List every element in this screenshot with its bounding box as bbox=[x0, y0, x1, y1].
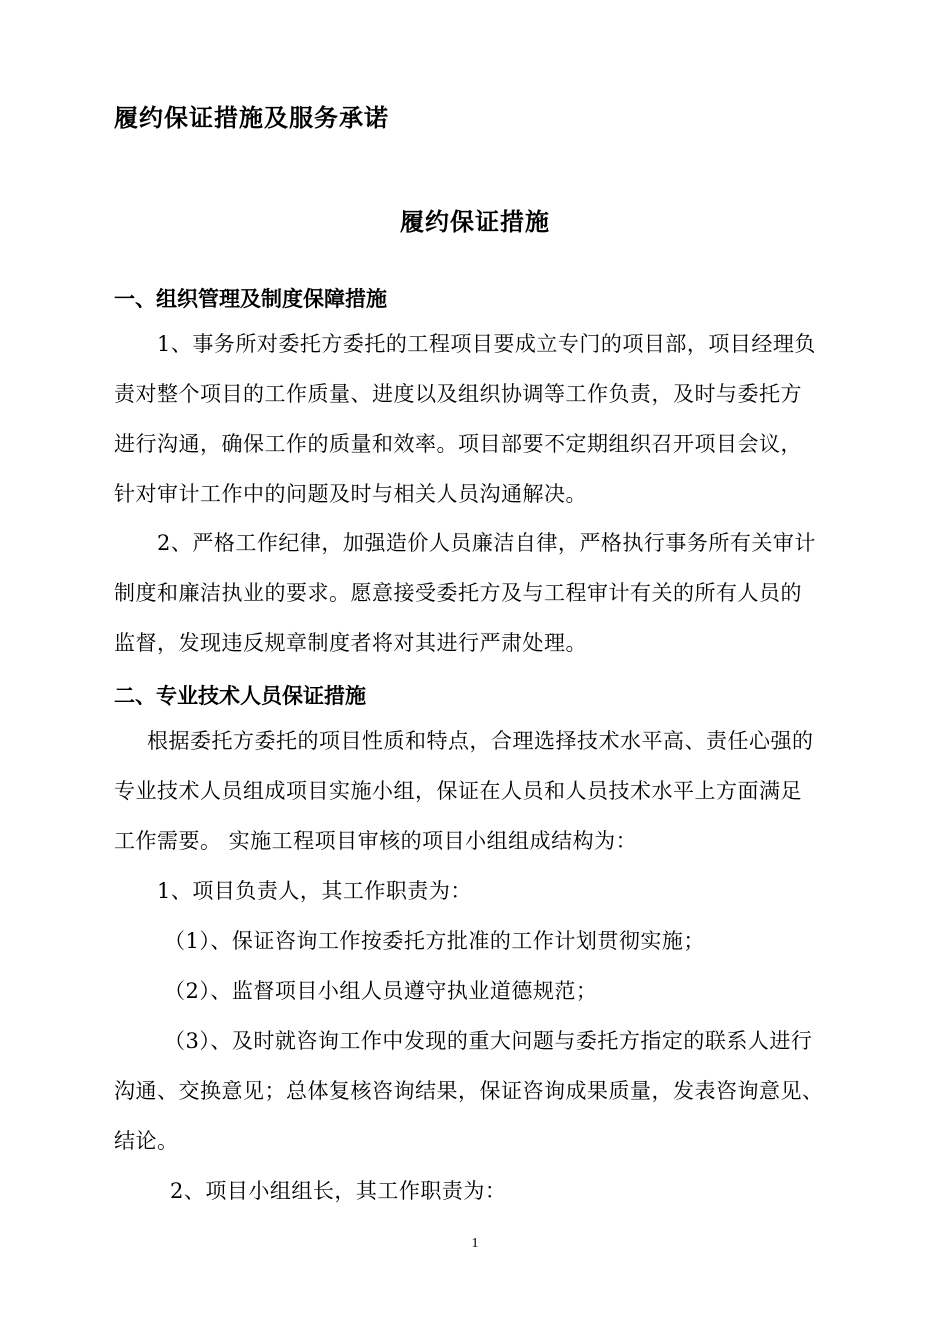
paragraph-line: 专业技术人员组成项目实施小组，保证在人员和人员技术水平上方面满足 bbox=[114, 779, 802, 803]
sub-item-text: 结论。 bbox=[114, 1129, 179, 1153]
sub-item-2 bbox=[114, 966, 840, 1016]
list-item-text: 1、项目负责人，其工作职责为： bbox=[157, 879, 472, 903]
heading-technical-staff: 二、专业技术人员保证措施 bbox=[114, 684, 366, 708]
paragraph-line: 进行沟通，确保工作的质量和效率。项目部要不定期组织召开项目会议， bbox=[114, 432, 802, 456]
sub-item-3 bbox=[114, 1016, 840, 1166]
paragraph-2 bbox=[114, 518, 840, 668]
heading-organization-management: 一、组织管理及制度保障措施 bbox=[114, 287, 387, 311]
paragraph-line: 根据委托方委托的项目性质和特点，合理选择技术水平高、责任心强的 bbox=[147, 729, 814, 753]
paragraph-line: 制度和廉洁执业的要求。愿意接受委托方及与工程审计有关的所有人员的 bbox=[114, 581, 802, 605]
list-item-text: 2、项目小组组长，其工作职责为： bbox=[170, 1179, 507, 1203]
paragraph-1 bbox=[114, 319, 840, 519]
list-item-project-leader bbox=[114, 866, 840, 916]
list-item-group-leader bbox=[114, 1166, 840, 1216]
sub-item-text: （1）、保证咨询工作按委托方批准的工作计划贯彻实施； bbox=[164, 929, 705, 953]
paragraph-line: 责对整个项目的工作质量、进度以及组织协调等工作负责，及时与委托方 bbox=[114, 382, 802, 406]
paragraph-line: 监督，发现违反规章制度者将对其进行严肃处理。 bbox=[114, 631, 587, 655]
paragraph-line: 工作需要。 实施工程项目审核的项目小组组成结构为： bbox=[114, 829, 638, 853]
sub-item-text: 沟通、交换意见；总体复核咨询结果，保证咨询成果质量，发表咨询意见、 bbox=[114, 1079, 824, 1103]
page-number: 1 bbox=[471, 1236, 479, 1251]
paragraph-line: 针对审计工作中的问题及时与相关人员沟通解决。 bbox=[114, 482, 587, 506]
section-title: 履约保证措施 bbox=[400, 208, 550, 236]
sub-item-1 bbox=[114, 916, 840, 966]
sub-item-text: （3）、及时就咨询工作中发现的重大问题与委托方指定的联系人进行 bbox=[164, 1029, 813, 1053]
paragraph-line: 1、事务所对委托方委托的工程项目要成立专门的项目部，项目经理负 bbox=[157, 332, 816, 356]
paragraph-line: 2、严格工作纪律，加强造价人员廉洁自律，严格执行事务所有关审计 bbox=[157, 531, 816, 555]
paragraph-3 bbox=[114, 716, 840, 866]
sub-item-text: （2）、监督项目小组人员遵守执业道德规范； bbox=[164, 979, 598, 1003]
document-title: 履约保证措施及服务承诺 bbox=[114, 104, 389, 132]
